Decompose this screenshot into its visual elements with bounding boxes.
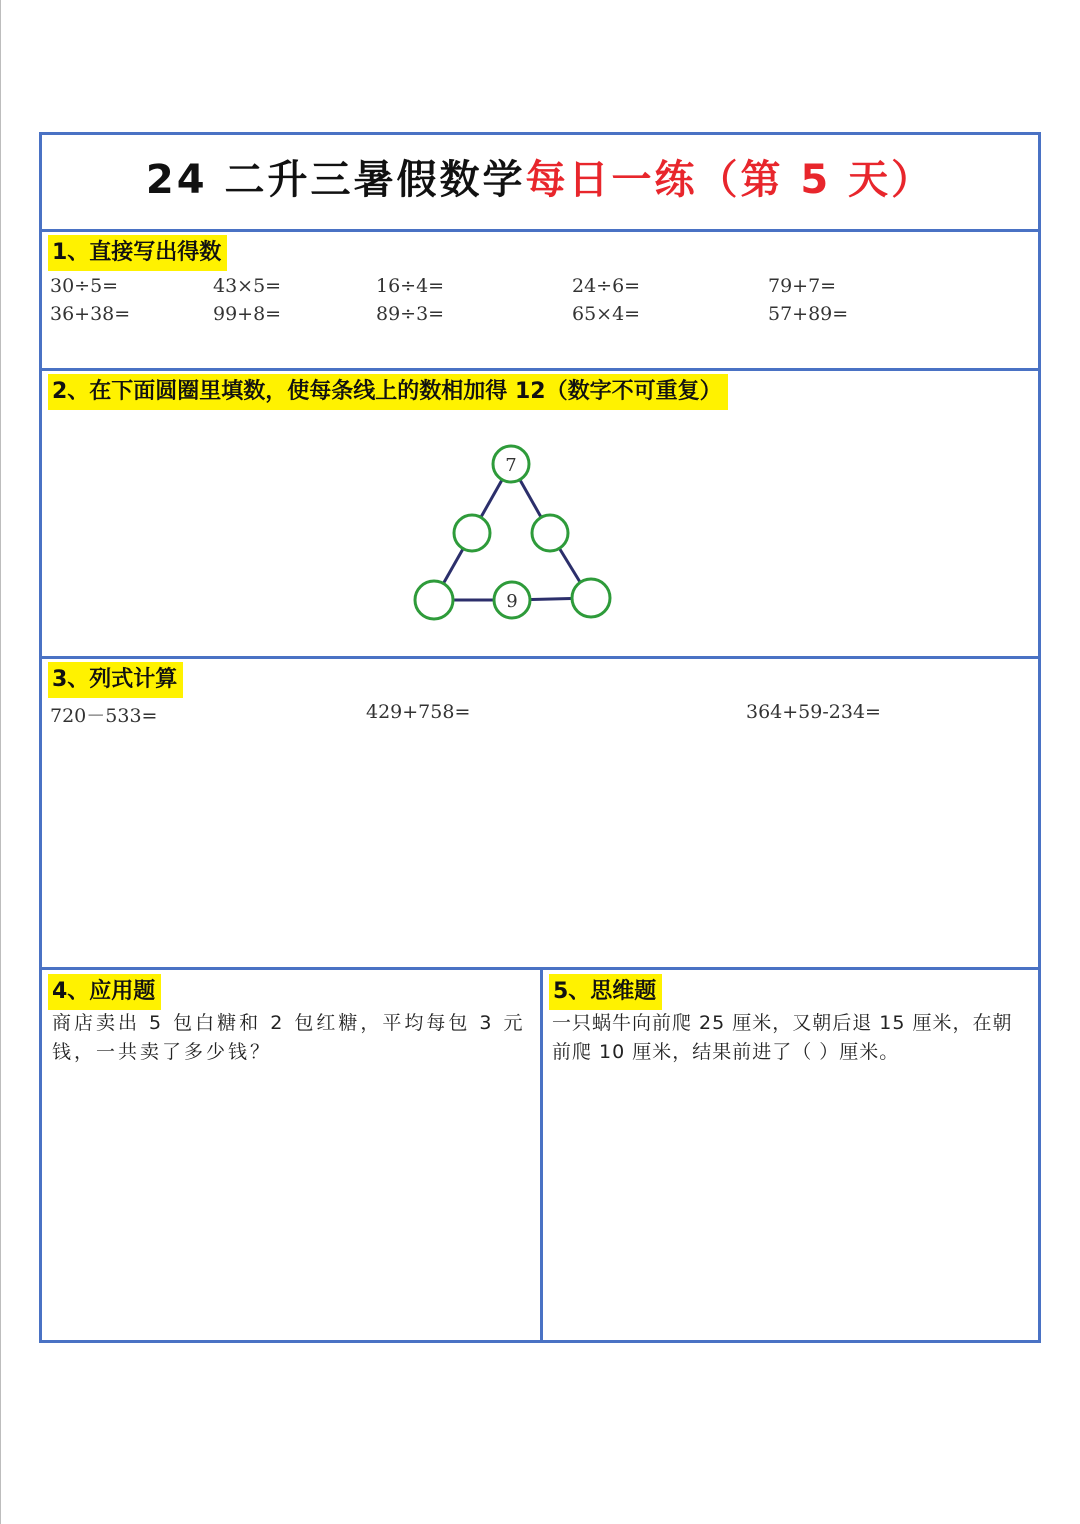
blank-circle: [572, 579, 610, 617]
mental-math-item: 30÷5=: [50, 275, 119, 297]
column-divider: [540, 970, 543, 1340]
mental-math-item: 99+8=: [213, 303, 282, 325]
calc-expression: 364+59-234=: [746, 701, 881, 723]
divider: [42, 368, 1038, 371]
section-2-label: 2、在下面圆圈里填数，使每条线上的数相加得 12（数字不可重复）: [48, 374, 728, 410]
mental-math-item: 79+7=: [768, 275, 837, 297]
mental-math-item: 16÷4=: [376, 275, 445, 297]
circle-number-bottom: 9: [506, 591, 518, 612]
worksheet-title: [42, 135, 1038, 229]
calc-expression: 429+758=: [366, 701, 471, 723]
word-problem-line: 商店卖出 5 包白糖和 2 包红糖，平均每包 3 元: [52, 1012, 526, 1034]
word-problem-text: [52, 1009, 532, 1067]
circle-number-top: 7: [505, 455, 517, 476]
page-edge: [0, 0, 1, 1524]
logic-problem-line: 前爬 10 厘米，结果前进了（ ）厘米。: [552, 1041, 900, 1063]
blank-circle: [532, 515, 568, 551]
divider: [42, 656, 1038, 659]
section-5-label: 5、思维题: [549, 974, 662, 1010]
mental-math-item: 89÷3=: [376, 303, 445, 325]
worksheet: [39, 132, 1041, 1343]
title-main: 24 二升三暑假数学: [145, 157, 526, 203]
mental-math-item: 65×4=: [572, 303, 641, 325]
mental-math-item: 36+38=: [50, 303, 131, 325]
title-highlight: 每日一练（第 5 天）: [525, 157, 935, 203]
blank-circle: [415, 581, 453, 619]
calc-expression: 720－533=: [50, 705, 158, 727]
section-4-label: 4、应用题: [48, 974, 161, 1010]
section-3-label: 3、列式计算: [48, 662, 183, 698]
mental-math-item: 57+89=: [768, 303, 849, 325]
word-problem-line: 钱，一共卖了多少钱？: [52, 1041, 273, 1063]
section-1-label: 1、直接写出得数: [48, 235, 227, 271]
blank-circle: [454, 515, 490, 551]
mental-math-item: 24÷6=: [572, 275, 641, 297]
triangle-circle-diagram: [412, 440, 622, 625]
mental-math-item: 43×5=: [213, 275, 282, 297]
logic-problem-text: [552, 1009, 1036, 1067]
logic-problem-line: 一只蜗牛向前爬 25 厘米，又朝后退 15 厘米，在朝: [552, 1012, 1013, 1034]
divider: [42, 229, 1038, 232]
